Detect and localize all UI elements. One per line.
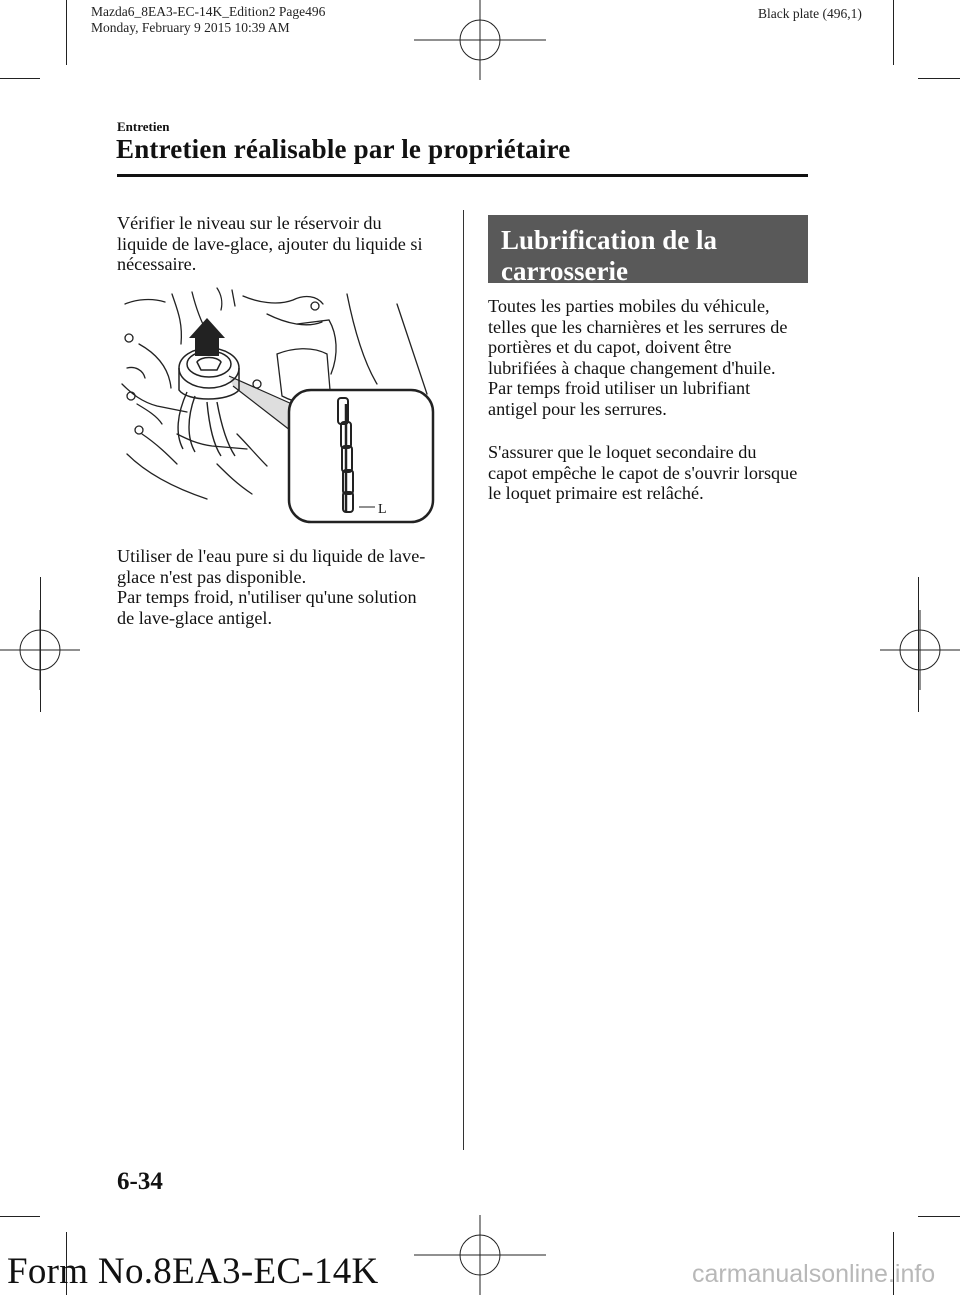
registration-target-top-icon [414,0,546,80]
washer-fluid-reservoir-figure [117,284,439,524]
print-header-plate: Black plate (496,1) [758,6,862,21]
registration-target-right-icon [880,610,960,690]
crop-mark-top-right-v [893,0,894,65]
print-header-date: Monday, February 9 2015 10:39 AM [91,20,290,35]
crop-mark-top-right-h [918,78,960,79]
lubrication-heading: Lubrification de la carrosserie [488,215,808,283]
crop-mark-bottom-right-h [918,1216,960,1217]
crop-mark-bottom-left-h [0,1216,40,1217]
hood-latch-text: S'assurer que le loquet secondaire du capot empêche le capot de s'ouvrir lorsque le loquet primaire est relâché. [488,442,798,503]
level-label: L [378,502,387,517]
registration-target-left-icon [0,610,80,690]
print-header-file: Mazda6_8EA3-EC-14K_Edition2 Page496 [91,4,326,19]
watermark-text: carmanualsonline.info [692,1260,936,1288]
page-title: Entretien réalisable par le propriétaire [116,134,571,164]
title-rule [117,174,808,177]
washer-fluid-substitute-text: Utiliser de l'eau pure si du liquide de lave- glace n'est pas disponible. Par temps froid, n'utiliser qu'une solution de lave-glace antigel. [117,546,426,628]
registration-target-bottom-icon [414,1215,546,1295]
washer-fluid-check-text: Vérifier le niveau sur le réservoir du liquide de lave-glace, ajouter du liquide si nécessaire. [117,213,423,274]
crop-mark-top-left-v [66,0,67,65]
lubrication-text: Toutes les parties mobiles du véhicule, telles que les charnières et les serrures de portières et du capot, doivent être lubrifiées à chaque changement d'huile. Par temps froid utiliser un lubrifiant antigel pour les serrures. [488,296,788,419]
form-number: Form No.8EA3-EC-14K [7,1251,379,1292]
crop-mark-top-left-h [0,78,40,79]
column-divider [463,210,464,1150]
section-label: Entretien [117,119,170,134]
page-number: 6-34 [117,1168,163,1195]
